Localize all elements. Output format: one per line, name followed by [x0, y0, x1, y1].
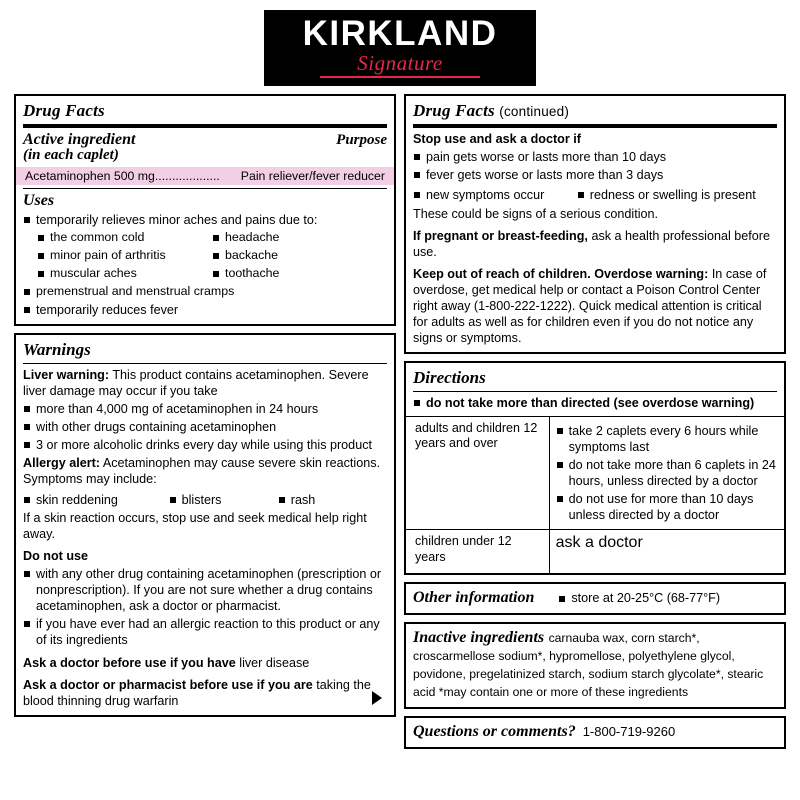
- other-information-heading: Other information: [413, 589, 535, 607]
- ask-pharmacist-label: Ask a doctor or pharmacist before use if you are: [23, 677, 313, 692]
- inactive-ingredients-heading: Inactive ingredients: [413, 629, 545, 647]
- drug-facts-title-text: Drug Facts: [413, 101, 495, 121]
- panel-directions: [404, 361, 786, 575]
- list-item: premenstrual and menstrual cramps: [23, 284, 387, 300]
- brand-signature-underline: [320, 76, 480, 78]
- list-item: headache: [212, 230, 387, 246]
- directions-top-bullet: [413, 395, 777, 411]
- ask-pharmacist-text: taking the blood thinning drug warfarin: [23, 677, 371, 708]
- active-ingredient-row: [16, 167, 394, 185]
- stop-use-pair-left: [413, 187, 577, 203]
- list-item: 3 or more alcoholic drinks every day while using this product: [23, 437, 387, 453]
- list-item: backache: [212, 248, 387, 264]
- list-item: muscular aches: [37, 266, 212, 282]
- list-item: if you have ever had an allergic reaction to this product or any of its ingredients: [23, 616, 387, 648]
- panel-drug-facts-continued: [404, 94, 786, 354]
- list-item: toothache: [212, 266, 387, 282]
- active-ingredient-purpose: Pain reliever/fever reducer: [240, 169, 385, 184]
- directions-dose-1: [550, 417, 784, 530]
- list-item: the common cold: [37, 230, 212, 246]
- allergy-alert: [23, 455, 387, 487]
- panel-inactive-ingredients: [404, 622, 786, 709]
- keep-out-label: Keep out of reach of children. Overdose warning:: [413, 266, 709, 281]
- divider: [413, 124, 777, 128]
- stop-use-pair-right: [577, 187, 777, 203]
- panel-warnings: [14, 333, 396, 717]
- ask-pharmacist: [23, 677, 387, 709]
- panel-other-information: [404, 582, 786, 615]
- allergy-alert-label: Allergy alert:: [23, 456, 100, 471]
- warnings-heading: Warnings: [23, 339, 91, 359]
- questions-heading: Questions or comments?: [413, 723, 576, 741]
- active-ingredient-heading: Active ingredient: [23, 131, 136, 149]
- divider: [23, 188, 387, 189]
- divider: [413, 391, 777, 392]
- continuation-arrow-icon: [372, 691, 382, 705]
- stop-use-list: [413, 149, 777, 183]
- pregnant-warning-label: If pregnant or breast-feeding,: [413, 228, 588, 243]
- active-ingredient-name: Acetaminophen 500 mg: [25, 169, 155, 184]
- questions-row: [413, 723, 777, 741]
- list-item: new symptoms occur: [413, 187, 577, 203]
- uses-sublist-wide: [23, 284, 387, 300]
- list-item: do not use for more than 10 days unless directed by a doctor: [556, 491, 782, 523]
- liver-warning: [23, 367, 387, 399]
- do-not-use-list: [23, 566, 387, 649]
- leader-dots: ...................: [154, 169, 220, 184]
- uses-list: [23, 212, 387, 228]
- pregnant-warning: [413, 228, 777, 260]
- list-item: fever gets worse or lasts more than 3 days: [413, 167, 777, 183]
- directions-who-1: adults and children 12 years and over: [406, 417, 550, 530]
- ask-doctor-label: Ask a doctor before use if you have: [23, 655, 236, 670]
- panel-drug-facts: [14, 94, 396, 326]
- drug-facts-continued-title: [413, 101, 777, 121]
- allergy-note: If a skin reaction occurs, stop use and seek medical help right away.: [23, 510, 367, 541]
- right-column: [404, 94, 786, 749]
- uses-two-columns: [37, 228, 387, 282]
- list-item: with any other drug containing acetaminophen (prescription or nonprescription). If you are not sure whether a drug contains acetaminophen, ask a doctor or pharmacist.: [23, 566, 387, 614]
- list-item: skin reddening: [23, 492, 169, 508]
- directions-table-row-2: [406, 529, 784, 573]
- drug-facts-title: Drug Facts: [23, 101, 105, 121]
- left-column: [14, 94, 396, 717]
- purpose-heading: Purpose: [336, 132, 387, 149]
- directions-table-row-1: [406, 416, 784, 530]
- continued-label: (continued): [499, 104, 570, 120]
- stop-use-heading: Stop use and ask a doctor if: [413, 132, 581, 147]
- list-item: temporarily reduces fever: [23, 302, 387, 318]
- list-item: rash: [278, 492, 387, 508]
- list-item: do not take more than 6 caplets in 24 hours, unless directed by a doctor: [556, 457, 782, 489]
- directions-heading: Directions: [413, 368, 486, 388]
- allergy-symptom-2: [169, 492, 278, 508]
- brand-name: KIRKLAND: [302, 14, 498, 53]
- do-not-use-heading: Do not use: [23, 548, 89, 563]
- allergy-symptom-1: [23, 492, 169, 508]
- list-item: pain gets worse or lasts more than 10 days: [413, 149, 777, 165]
- list-item: minor pain of arthritis: [37, 248, 212, 264]
- brand-signature: Signature: [357, 51, 443, 75]
- list-item: more than 4,000 mg of acetaminophen in 24 hours: [23, 401, 387, 417]
- list-item: temporarily relieves minor aches and pains due to:: [23, 212, 387, 228]
- list-item: with other drugs containing acetaminophen: [23, 419, 387, 435]
- ask-doctor: [23, 655, 387, 671]
- uses-sublist-left: [37, 230, 212, 282]
- list-item: redness or swelling is present: [577, 187, 777, 203]
- stop-use-pair-row: [413, 185, 777, 203]
- stop-use-note: These could be signs of a serious condition.: [413, 206, 659, 221]
- liver-warning-text: This product contains acetaminophen. Severe liver damage may occur if you take: [23, 367, 369, 398]
- inactive-ingredients-text: carnauba wax, corn starch*, croscarmellose sodium*, hypromellose, polyethylene glycol, povidone, pregelatinized starch, sodium starch glycolate*, stearic acid *may contain one or more of these ingredients: [413, 631, 764, 700]
- list-item: take 2 caplets every 6 hours while symptoms last: [556, 423, 782, 455]
- panel-questions: [404, 716, 786, 749]
- other-information-row: [413, 589, 777, 607]
- allergy-symptom-3: [278, 492, 387, 508]
- keep-out-of-reach: [413, 266, 777, 347]
- active-ingredient-subheading: (in each caplet): [23, 147, 119, 164]
- liver-warning-label: Liver warning:: [23, 367, 110, 382]
- list-item: do not take more than directed (see overdose warning): [413, 395, 777, 411]
- list-item: blisters: [169, 492, 278, 508]
- ask-doctor-text: liver disease: [239, 655, 310, 670]
- uses-sublist-right: [212, 230, 387, 282]
- pregnant-warning-text: ask a health professional before use.: [413, 228, 770, 259]
- other-information-item: store at 20-25°C (68-77°F): [558, 591, 720, 605]
- uses-heading: Uses: [23, 192, 55, 210]
- divider: [23, 124, 387, 128]
- directions-who-2: children under 12 years: [406, 530, 550, 573]
- uses-list-last: [23, 302, 387, 318]
- liver-warning-list: [23, 401, 387, 453]
- allergy-alert-text: Acetaminophen may cause severe skin reactions. Symptoms may include:: [23, 456, 381, 487]
- divider: [23, 363, 387, 364]
- brand-logo: [264, 10, 536, 86]
- questions-phone[interactable]: 1-800-719-9260: [582, 724, 676, 740]
- label-columns: [0, 94, 800, 749]
- keep-out-text: In case of overdose, get medical help or contact a Poison Control Center right away (1-800-222-1222). Quick medical attention is critical for adults as well as for children even if you do not notice any signs or symptoms.: [413, 266, 767, 346]
- directions-dose-2: ask a doctor: [555, 534, 643, 552]
- directions-dose-list: [556, 423, 782, 524]
- allergy-symptoms-row: [23, 490, 387, 508]
